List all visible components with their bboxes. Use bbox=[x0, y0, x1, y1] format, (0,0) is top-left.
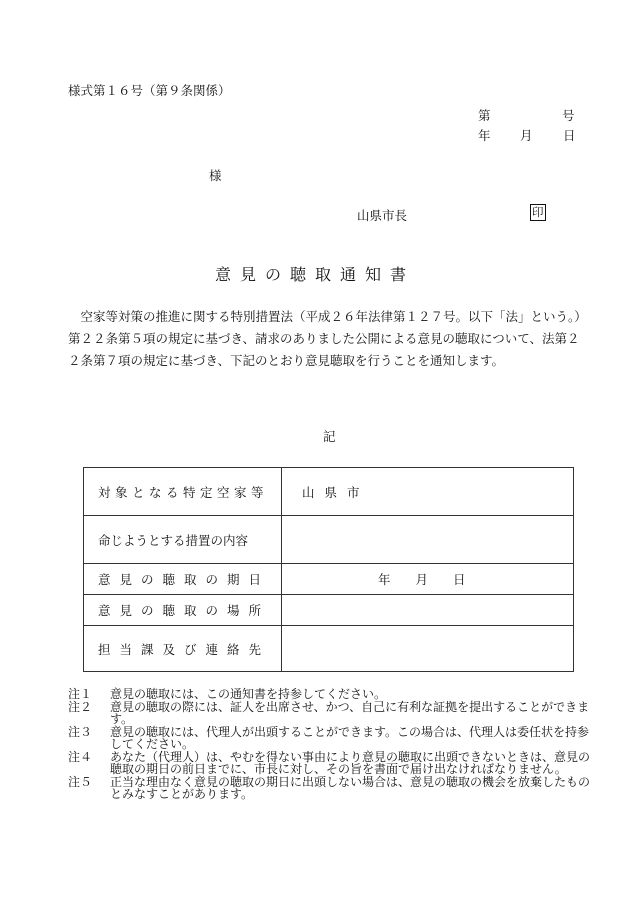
ki-heading: 記 bbox=[323, 429, 336, 444]
body-paragraph bbox=[68, 306, 588, 372]
note-text: あなた（代理人）は、やむを得ない事由により意見の聴取に出頭できないときは、意見の聴取の期日の前日までに、市長に対し、その旨を書面で届け出なければなりません。 bbox=[110, 749, 591, 776]
body-paragraph-text: 空家等対策の推進に関する特別措置法（平成２６年法律第１２７号。以下「法」という。）第２２条第５項の規定に基づき、請求のありました公開による意見の聴取について、法第２２条第７項の規定に基づき、下記のとおり意見聴取を行うことを通知します。 bbox=[68, 309, 587, 368]
note-number: 注５ bbox=[68, 774, 93, 789]
table-label-cell: 対象となる特定空家等 bbox=[84, 468, 282, 516]
table-label-cell: 意見の聴取の期日 bbox=[84, 564, 282, 595]
note-text: 意見の聴取には、この通知書を持参してください。 bbox=[110, 687, 387, 701]
table-value-cell bbox=[282, 626, 574, 672]
note-number: 注１ bbox=[68, 687, 93, 701]
table-row bbox=[84, 626, 574, 672]
table-label-cell: 意見の聴取の場所 bbox=[84, 595, 282, 626]
note-number: 注４ bbox=[68, 749, 93, 764]
table-value-cell bbox=[282, 595, 574, 626]
note-item bbox=[68, 701, 590, 726]
document-number-prefix: 第 bbox=[478, 108, 491, 123]
table-value-cell: 年 月 日 bbox=[282, 564, 574, 595]
note-number: 注３ bbox=[68, 724, 93, 739]
table-value-cell: 山 県 市 bbox=[282, 468, 574, 516]
page-title: 意見の聴取通知書 bbox=[214, 265, 415, 284]
date-year-label: 年 bbox=[478, 128, 491, 143]
seal-box: 印 bbox=[532, 205, 544, 219]
note-item bbox=[68, 776, 590, 801]
table-row bbox=[84, 564, 574, 595]
date-month-label: 月 bbox=[520, 128, 533, 143]
table-label-cell: 担当課及び連絡先 bbox=[84, 626, 282, 672]
document-number-suffix: 号 bbox=[562, 108, 575, 123]
notes-section bbox=[68, 688, 590, 801]
table-row bbox=[84, 595, 574, 626]
info-table bbox=[83, 467, 574, 672]
note-number: 注２ bbox=[68, 699, 93, 714]
note-text: 正当な理由なく意見の聴取の期日に出頭しない場合は、意見の聴取の機会を放棄したものとみなすことがあります。 bbox=[110, 774, 591, 801]
table-value-cell bbox=[282, 516, 574, 564]
sender-name: 山県市長 bbox=[357, 208, 408, 223]
note-item bbox=[68, 688, 590, 701]
table-row bbox=[84, 516, 574, 564]
table-row bbox=[84, 468, 574, 516]
recipient-honorific: 様 bbox=[209, 168, 222, 183]
note-text: 意見の聴取の際には、証人を出席させ、かつ、自己に有利な証拠を提出することができます。 bbox=[110, 699, 590, 726]
date-day-label: 日 bbox=[563, 128, 576, 143]
note-text: 意見の聴取には、代理人が出頭することができます。この場合は、代理人は委任状を持参してください。 bbox=[110, 724, 590, 751]
note-item bbox=[68, 726, 590, 751]
table-label-cell: 命じようとする措置の内容 bbox=[84, 516, 282, 564]
form-number-label: 様式第１６号（第９条関係） bbox=[68, 83, 231, 98]
note-item bbox=[68, 751, 590, 776]
